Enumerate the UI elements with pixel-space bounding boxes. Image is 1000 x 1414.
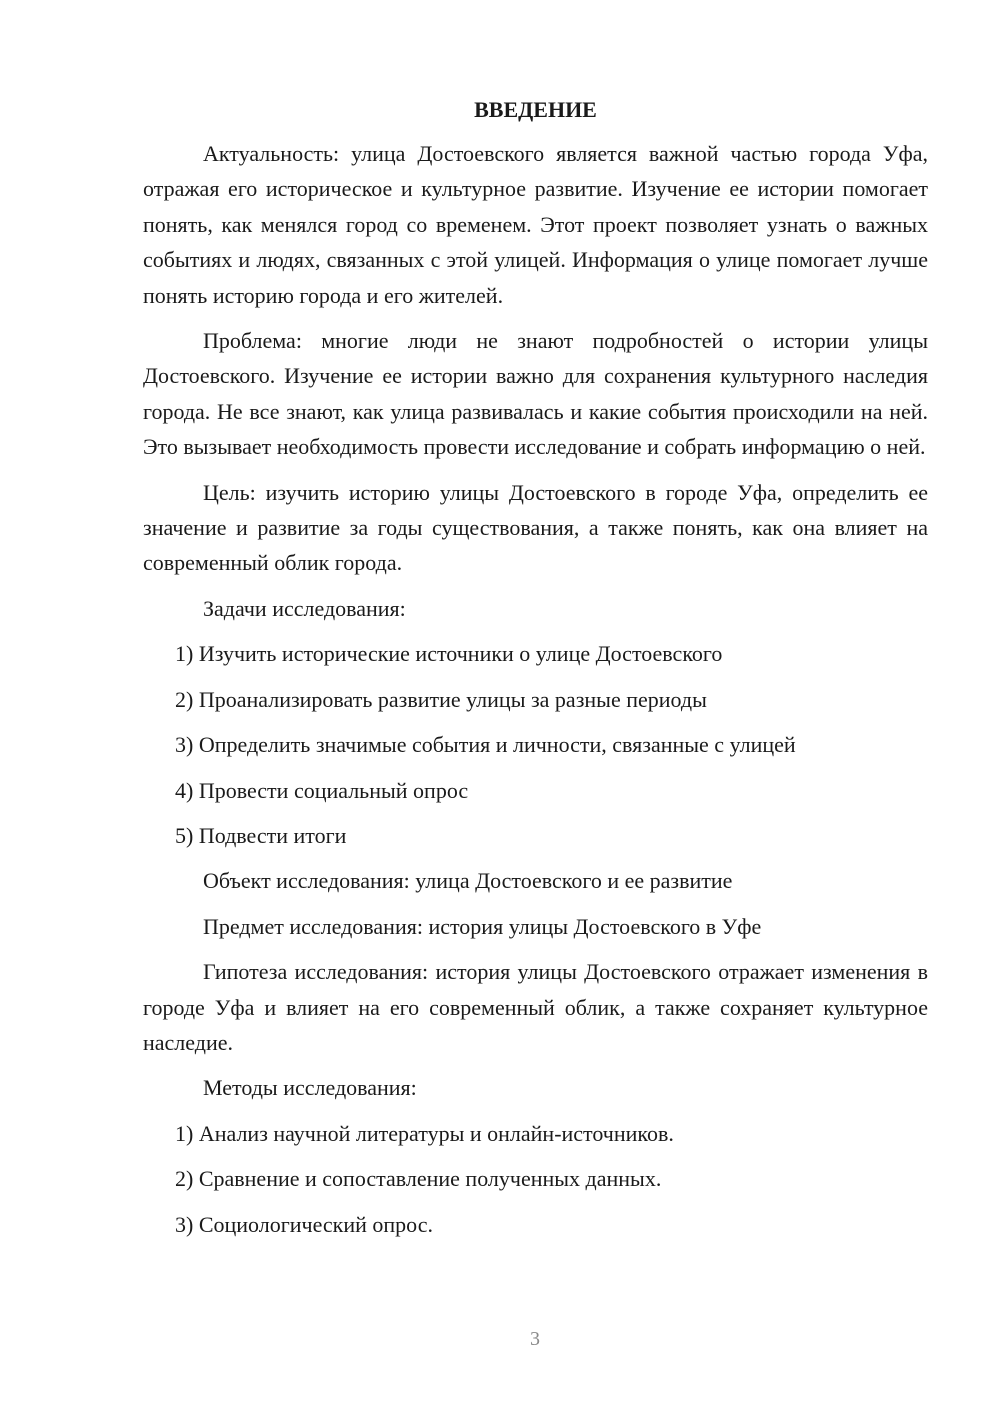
document-page	[143, 88, 928, 1252]
relevance-paragraph: Актуальность: улица Достоевского является важной частью города Уфа, отражая его историческое и культурное развитие. Изучение ее истории помогает понять, как менялся город со временем. Этот проект позволяет узнать о важных событиях и людях, связанных с этой улицей. Информация о улице помогает лучше понять историю города и его жителей.	[143, 141, 928, 308]
list-item: 3) Социологический опрос.	[175, 1211, 433, 1237]
list-item: 3) Определить значимые события и личности, связанные с улицей	[175, 732, 796, 758]
list-item: 4) Провести социальный опрос	[175, 777, 469, 803]
problem-paragraph: Проблема: многие люди не знают подробностей о истории улицы Достоевского. Изучение ее истории важно для сохранения культурного наследия города. Не все знают, как улица развивалась и какие события происходили на ней. Это вызывает необходимость провести исследование и собрать информацию о ней.	[143, 328, 928, 460]
list-item: 2) Проанализировать развитие улицы за разные периоды	[175, 686, 707, 712]
list-item: 5) Подвести итоги	[175, 822, 347, 848]
object-paragraph: Объект исследования: улица Достоевского и ее развитие	[203, 868, 733, 894]
tasks-list	[143, 636, 928, 853]
list-item: 1) Анализ научной литературы и онлайн-источников.	[175, 1120, 674, 1146]
methods-heading: Методы исследования:	[203, 1075, 417, 1101]
subject-paragraph: Предмет исследования: история улицы Достоевского в Уфе	[203, 913, 762, 939]
section-title: ВВЕДЕНИЕ	[474, 97, 597, 122]
hypothesis-paragraph: Гипотеза исследования: история улицы Достоевского отражает изменения в городе Уфа и влияет на его современный облик, а также сохраняет культурное наследие.	[143, 959, 928, 1055]
page-number: 3	[530, 1328, 540, 1350]
methods-list	[143, 1116, 928, 1242]
tasks-heading: Задачи исследования:	[203, 595, 406, 621]
list-item: 1) Изучить исторические источники о улице Достоевского	[175, 641, 723, 667]
list-item: 2) Сравнение и сопоставление полученных данных.	[175, 1166, 662, 1192]
goal-paragraph: Цель: изучить историю улицы Достоевского в городе Уфа, определить ее значение и развитие за годы существования, а также понять, как она влияет на современный облик города.	[143, 479, 928, 576]
